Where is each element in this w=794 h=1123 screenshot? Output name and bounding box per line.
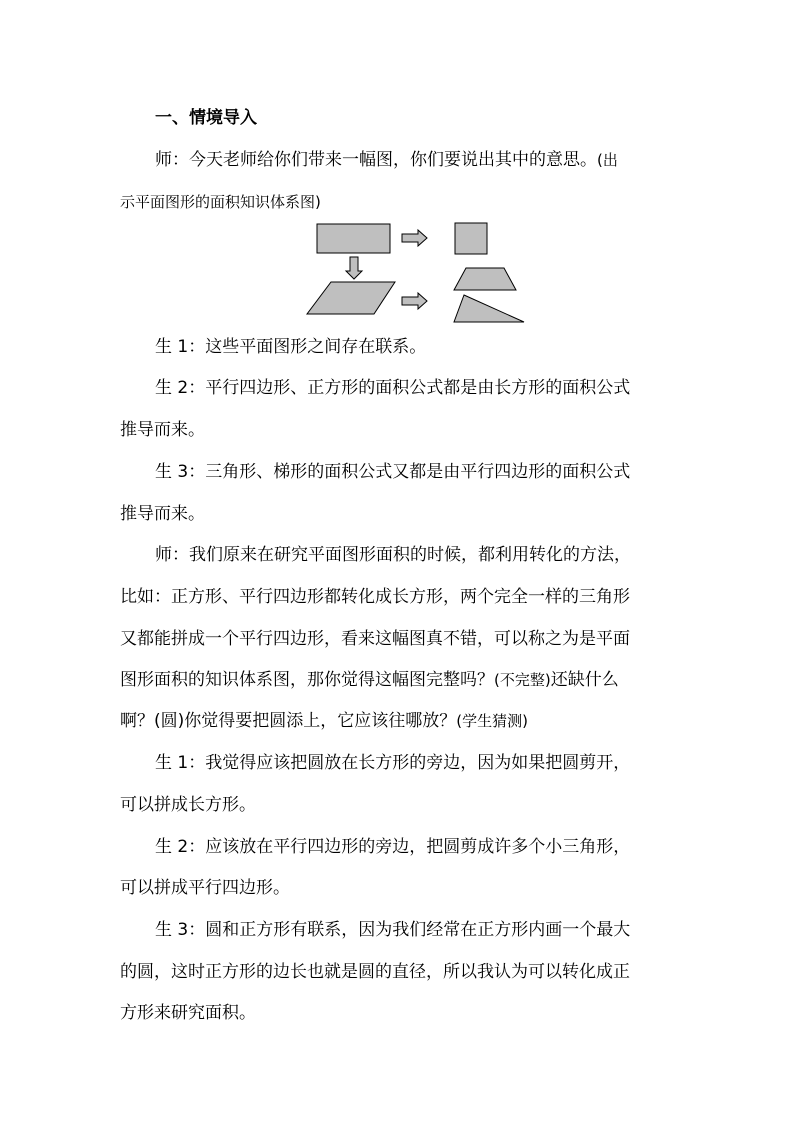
teacher-intro-paren-open: (出 [597,151,618,169]
answer-2-line-2: 可以拼成平行四边形。 [120,878,290,898]
teacher-intro-text: 师：今天老师给你们带来一幅图，你们要说出其中的意思。 [155,150,597,170]
section-heading: 一、情境导入 [155,108,257,128]
student-2-line-2: 推导而来。 [120,420,205,440]
answer-3-line-2: 的圆，这时正方形的边长也就是圆的直径，所以我认为可以转化成正 [120,962,630,982]
answer-incomplete: (不完整) [494,671,551,689]
teacher-para-line-2: 比如：正方形、平行四边形都转化成长方形，两个完全一样的三角形 [120,587,630,607]
answer-3-line-3: 方形来研究面积。 [120,1003,256,1023]
down-arrow [346,257,362,279]
trapezoid-shape [454,268,516,290]
triangle-shape [454,295,524,322]
area-knowledge-diagram [300,220,540,330]
answer-3-line-1: 生 3：圆和正方形有联系，因为我们经常在正方形内画一个最大 [155,920,631,940]
student-3-line-1: 生 3：三角形、梯形的面积公式又都是由平行四边形的面积公式 [155,462,631,482]
teacher-intro-line-2: 示平面图形的面积知识体系图) [120,193,321,211]
teacher-intro-line-1 [155,148,715,172]
student-2-line-1: 生 2：平行四边形、正方形的面积公式都是由长方形的面积公式 [155,378,631,398]
right-arrow-top [402,230,427,246]
teacher-para-line-5 [120,709,680,733]
rectangle-shape [317,224,390,253]
teacher-para-line-4 [120,668,680,692]
teacher-para-question: 还缺什么 [550,670,619,690]
student-1-line: 生 1：这些平面图形之间存在联系。 [155,337,427,357]
teacher-para-question-2: 啊？(圆)你觉得要把圆添上，它应该往哪放？ [120,711,457,731]
parallelogram-shape [307,282,395,314]
teacher-para-line-1: 师：我们原来在研究平面图形面积的时候，都利用转化的方法， [155,545,631,565]
answer-2-line-1: 生 2：应该放在平行四边形的旁边，把圆剪成许多个小三角形， [155,837,631,857]
teacher-para-text: 图形面积的知识体系图，那你觉得这幅图完整吗？ [120,670,494,690]
answer-1-line-2: 可以拼成长方形。 [120,795,256,815]
answer-1-line-1: 生 1：我觉得应该把圆放在长方形的旁边，因为如果把圆剪开， [155,753,631,773]
teacher-para-line-3: 又都能拼成一个平行四边形，看来这幅图真不错，可以称之为是平面 [120,629,630,649]
square-shape [455,223,487,254]
student-3-line-2: 推导而来。 [120,504,205,524]
right-arrow-bottom [402,293,427,309]
students-guess: (学生猜测) [456,712,528,730]
